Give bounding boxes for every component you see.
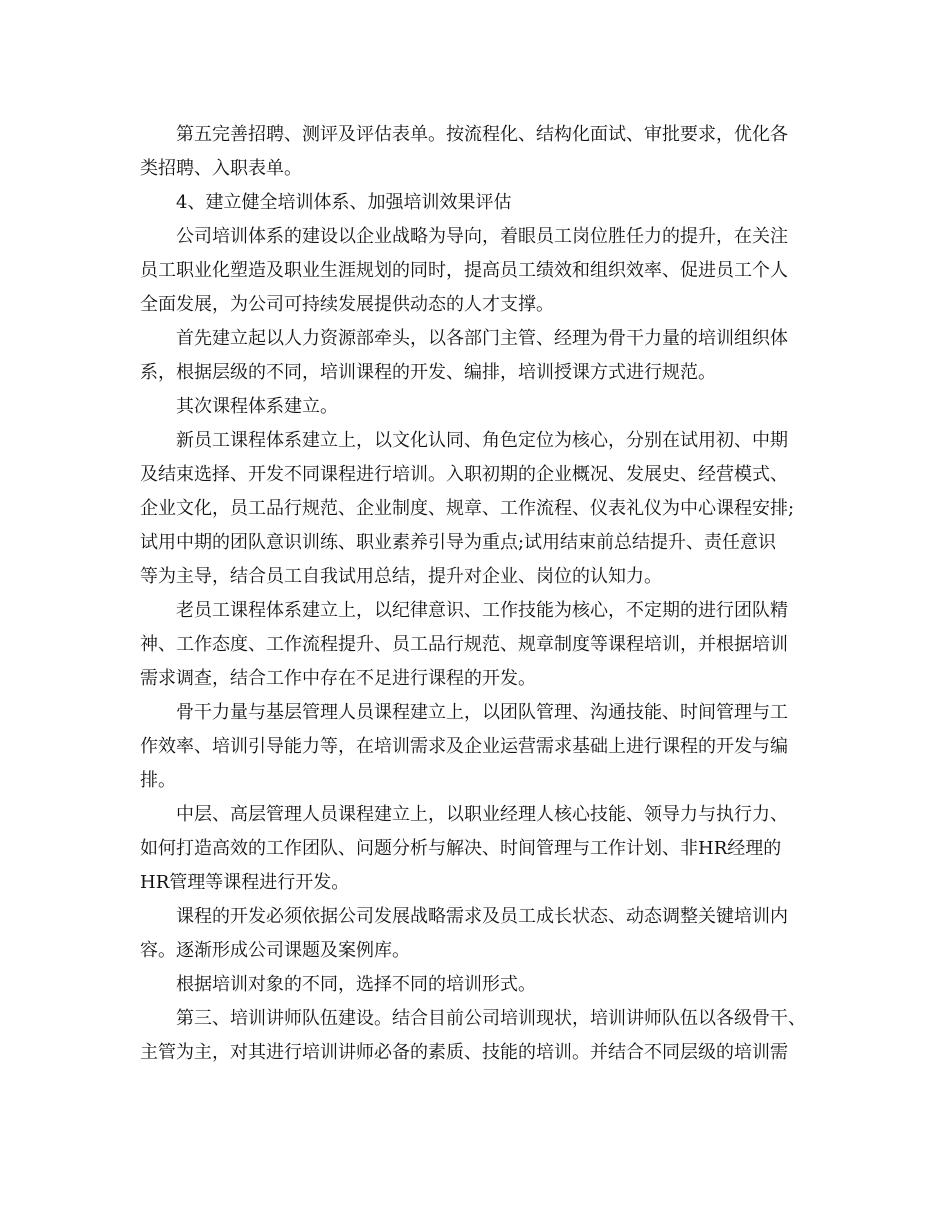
paragraph-line: 其次课程体系建立。	[176, 396, 338, 417]
paragraph-line: 骨干力量与基层管理人员课程建立上，以团队管理、沟通技能、时间管理与工	[176, 702, 788, 723]
paragraph-line: HR管理等课程进行开发。	[140, 872, 350, 893]
paragraph-line: 企业文化，员工品行规范、企业制度、规章、工作流程、仪表礼仪为中心课程安排;	[140, 498, 795, 519]
paragraph-line: 类招聘、入职表单。	[140, 158, 302, 179]
paragraph-line: 员工职业化塑造及职业生涯规划的同时，提高员工绩效和组织效率、促进员工个人	[140, 260, 788, 281]
paragraph-line: 系，根据层级的不同，培训课程的开发、编排，培训授课方式进行规范。	[140, 362, 716, 383]
paragraph-line: 等为主导，结合员工自我试用总结，提升对企业、岗位的认知力。	[140, 566, 662, 587]
paragraph-line: 排。	[140, 770, 176, 791]
paragraph-line: 首先建立起以人力资源部牵头，以各部门主管、经理为骨干力量的培训组织体	[176, 328, 788, 349]
paragraph-line: 第五完善招聘、测评及评估表单。按流程化、结构化面试、审批要求，优化各	[176, 124, 788, 145]
paragraph-line: 第三、培训讲师队伍建设。结合目前公司培训现状，培训讲师队伍以各级骨干、	[176, 1008, 806, 1029]
section-heading: 4、建立健全培训体系、加强培训效果评估	[176, 192, 512, 213]
paragraph-line: 公司培训体系的建设以企业战略为导向，着眼员工岗位胜任力的提升，在关注	[176, 226, 788, 247]
paragraph-line: 全面发展，为公司可持续发展提供动态的人才支撑。	[140, 294, 554, 315]
paragraph-line: 容。逐渐形成公司课题及案例库。	[140, 940, 410, 961]
paragraph-line: 主管为主，对其进行培训讲师必备的素质、技能的培训。并结合不同层级的培训需	[140, 1042, 788, 1063]
paragraph-line: 课程的开发必须依据公司发展战略需求及员工成长状态、动态调整关键培训内	[176, 906, 788, 927]
paragraph-line: 如何打造高效的工作团队、问题分析与解决、时间管理与工作计划、非HR经理的	[140, 838, 782, 859]
paragraph-line: 中层、高层管理人员课程建立上，以职业经理人核心技能、领导力与执行力、	[176, 804, 788, 825]
paragraph-line: 新员工课程体系建立上，以文化认同、角色定位为核心，分别在试用初、中期	[176, 430, 788, 451]
paragraph-line: 试用中期的团队意识训练、职业素养引导为重点;试用结束前总结提升、责任意识	[140, 532, 777, 553]
paragraph-line: 及结束选择、开发不同课程进行培训。入职初期的企业概况、发展史、经营模式、	[140, 464, 788, 485]
document-body	[140, 118, 812, 1070]
paragraph-line: 神、工作态度、工作流程提升、员工品行规范、规章制度等课程培训，并根据培训	[140, 634, 788, 655]
paragraph-line: 老员工课程体系建立上，以纪律意识、工作技能为核心，不定期的进行团队精	[176, 600, 788, 621]
paragraph-line: 作效率、培训引导能力等，在培训需求及企业运营需求基础上进行课程的开发与编	[140, 736, 788, 757]
paragraph-line: 需求调查，结合工作中存在不足进行课程的开发。	[140, 668, 536, 689]
paragraph-line: 根据培训对象的不同，选择不同的培训形式。	[176, 974, 536, 995]
